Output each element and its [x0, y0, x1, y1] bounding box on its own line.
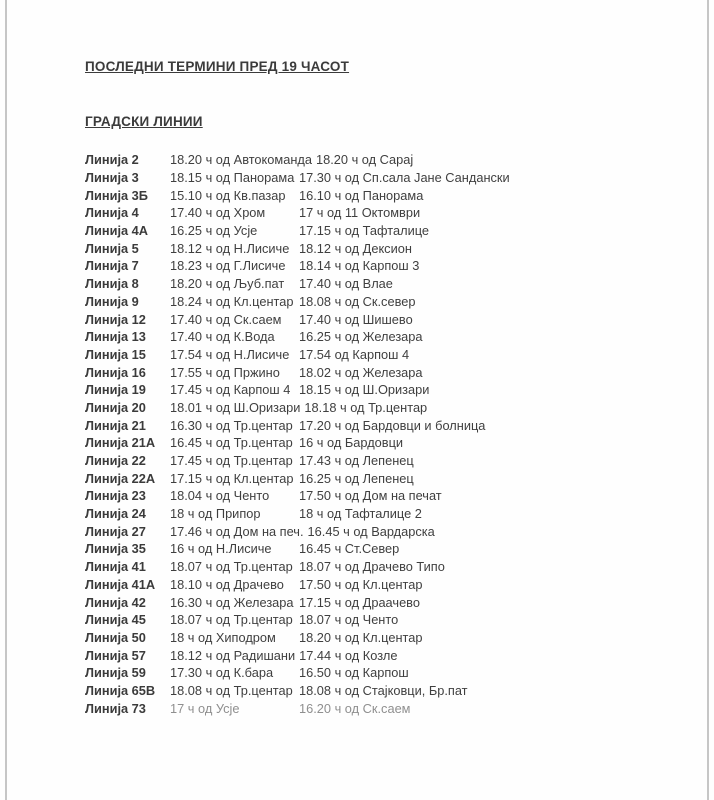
table-row	[85, 664, 694, 682]
first-departure: 16.25 ч од Усје	[170, 223, 258, 239]
first-departure: 18 ч од Припор	[170, 506, 261, 522]
first-departure: 18.20 ч од Автокоманда	[170, 152, 312, 168]
line-label: Линија 7	[85, 258, 139, 274]
second-departure: 17.15 ч од Тафталице	[299, 223, 430, 239]
page-edge-left	[5, 0, 7, 800]
second-departure: 17.40 ч од Влае	[299, 276, 393, 292]
table-row	[85, 169, 694, 187]
line-label: Линија 27	[85, 523, 146, 539]
line-label: Линија 23	[85, 488, 146, 504]
line-label: Линија 41А	[85, 576, 156, 592]
line-label: Линија 45	[85, 612, 146, 628]
table-row	[85, 487, 694, 505]
first-departure: 18.23 ч од Г.Лисиче	[170, 258, 286, 274]
first-departure: 18.12 ч од Н.Лисиче	[170, 240, 290, 256]
second-departure: 18.18 ч од Тр.центар	[304, 399, 428, 415]
page-title: ПОСЛЕДНИ ТЕРМИНИ ПРЕД 19 ЧАСОТ	[85, 59, 350, 74]
table-row	[85, 186, 694, 204]
first-departure: 17.30 ч од К.бара	[170, 665, 274, 681]
second-departure: 18 ч од Тафталице 2	[299, 506, 422, 522]
second-departure: 16 ч од Бардовци	[299, 435, 404, 451]
table-row	[85, 646, 694, 664]
line-label: Линија 16	[85, 364, 146, 380]
second-departure: 17.50 ч од Кл.центар	[299, 576, 423, 592]
line-label: Линија 19	[85, 382, 146, 398]
table-row	[85, 346, 694, 364]
first-departure: 18 ч од Хиподром	[170, 629, 276, 645]
line-label: Линија 65В	[85, 682, 156, 698]
table-row	[85, 593, 694, 611]
first-departure: 17.46 ч од Дом на печ.	[170, 523, 304, 539]
line-label: Линија 24	[85, 506, 146, 522]
table-row	[85, 257, 694, 275]
second-departure: 16.20 ч од Ск.саем	[299, 700, 411, 716]
first-departure: 17.40 ч од Ск.саем	[170, 311, 282, 327]
second-departure: 18.08 ч од Стајковци, Бр.пат	[299, 682, 468, 698]
line-label: Линија 3	[85, 170, 139, 186]
first-departure: 15.10 ч од Кв.пазар	[170, 187, 286, 203]
table-row	[85, 399, 694, 417]
line-label: Линија 12	[85, 311, 146, 327]
table-row	[85, 275, 694, 293]
first-departure: 18.12 ч од Радишани	[170, 647, 296, 663]
table-row	[85, 328, 694, 346]
second-departure: 18.07 ч од Драчево Типо	[299, 559, 445, 575]
line-label: Линија 35	[85, 541, 146, 557]
first-departure: 18.15 ч од Панорама	[170, 170, 295, 186]
table-row	[85, 293, 694, 311]
line-label: Линија 22А	[85, 470, 156, 486]
second-departure: 18.07 ч од Ченто	[299, 612, 399, 628]
line-label: Линија 59	[85, 665, 146, 681]
first-departure: 18.07 ч од Тр.центар	[170, 612, 293, 628]
first-departure: 18.20 ч од Љуб.пат	[170, 276, 285, 292]
second-departure: 16.45 ч Ст.Север	[299, 541, 400, 557]
line-label: Линија 50	[85, 629, 146, 645]
second-departure: 17.20 ч од Бардовци и болница	[299, 417, 486, 433]
line-label: Линија 21	[85, 417, 146, 433]
table-row	[85, 629, 694, 647]
line-label: Линија 8	[85, 276, 139, 292]
line-label: Линија 4А	[85, 223, 149, 239]
table-row	[85, 204, 694, 222]
first-departure: 16 ч од Н.Лисиче	[170, 541, 272, 557]
table-row	[85, 611, 694, 629]
first-departure: 16.30 ч од Железара	[170, 594, 294, 610]
second-departure: 17.30 ч од Сп.сала Јане Сандански	[299, 170, 510, 186]
first-departure: 17.45 ч од Тр.центар	[170, 453, 293, 469]
first-departure: 16.30 ч од Тр.центар	[170, 417, 293, 433]
second-departure: 16.25 ч од Лепенец	[299, 470, 414, 486]
second-departure: 16.25 ч од Железара	[299, 329, 423, 345]
table-row	[85, 558, 694, 576]
first-departure: 18.08 ч од Тр.центар	[170, 682, 293, 698]
table-row	[85, 151, 694, 169]
page-edge-right	[707, 0, 709, 800]
first-departure: 16.45 ч од Тр.центар	[170, 435, 293, 451]
first-departure: 17.40 ч од Хром	[170, 205, 266, 221]
table-row	[85, 505, 694, 523]
first-departure: 18.04 ч од Ченто	[170, 488, 270, 504]
first-departure: 18.10 ч од Драчево	[170, 576, 284, 592]
second-departure: 18.14 ч од Карпош 3	[299, 258, 420, 274]
line-label: Линија 2	[85, 152, 139, 168]
line-label: Линија 42	[85, 594, 146, 610]
table-row	[85, 452, 694, 470]
first-departure: 17.55 ч од Пржино	[170, 364, 280, 380]
document-content	[85, 58, 694, 717]
second-departure: 17.15 ч од Драачево	[299, 594, 420, 610]
first-departure: 17.54 ч од Н.Лисиче	[170, 346, 290, 362]
second-departure: 18.20 ч од Сарај	[315, 152, 414, 168]
second-departure: 18.12 ч од Дексион	[299, 240, 412, 256]
table-row	[85, 239, 694, 257]
second-departure: 17.50 ч од Дом на печат	[299, 488, 442, 504]
second-departure: 18.08 ч од Ск.север	[299, 293, 416, 309]
line-label: Линија 57	[85, 647, 146, 663]
line-label: Линија 73	[85, 700, 146, 716]
table-row	[85, 310, 694, 328]
line-label: Линија 21А	[85, 435, 156, 451]
first-departure: 18.01 ч од Ш.Оризари	[170, 399, 301, 415]
table-row	[85, 469, 694, 487]
second-departure: 18.15 ч од Ш.Оризари	[299, 382, 430, 398]
table-row	[85, 522, 694, 540]
line-label: Линија 13	[85, 329, 146, 345]
first-departure: 17.15 ч од Кл.центар	[170, 470, 294, 486]
first-departure: 17.40 ч од К.Вода	[170, 329, 275, 345]
second-departure: 17 ч од 11 Октомври	[299, 205, 421, 221]
table-row	[85, 699, 694, 717]
second-departure: 17.43 ч од Лепенец	[299, 453, 414, 469]
table-row	[85, 416, 694, 434]
second-departure: 16.45 ч од Вардарска	[307, 523, 435, 539]
bus-lines-table	[85, 151, 694, 717]
line-label: Линија 5	[85, 240, 139, 256]
table-row	[85, 434, 694, 452]
section-heading: ГРАДСКИ ЛИНИИ	[85, 114, 203, 129]
line-label: Линија 20	[85, 399, 146, 415]
second-departure: 16.50 ч од Карпош	[299, 665, 409, 681]
second-departure: 16.10 ч од Панорама	[299, 187, 424, 203]
first-departure: 18.24 ч од Кл.центар	[170, 293, 294, 309]
line-label: Линија 22	[85, 453, 146, 469]
second-departure: 17.54 од Карпош 4	[299, 346, 410, 362]
line-label: Линија 9	[85, 293, 139, 309]
second-departure: 18.02 ч од Железара	[299, 364, 423, 380]
table-row	[85, 363, 694, 381]
line-label: Линија 3Б	[85, 187, 148, 203]
second-departure: 17.40 ч од Шишево	[299, 311, 413, 327]
first-departure: 17.45 ч од Карпош 4	[170, 382, 291, 398]
second-departure: 18.20 ч од Кл.центар	[299, 629, 423, 645]
line-label: Линија 15	[85, 346, 146, 362]
line-label: Линија 41	[85, 559, 146, 575]
table-row	[85, 576, 694, 594]
first-departure: 17 ч од Усје	[170, 700, 240, 716]
second-departure: 17.44 ч од Козле	[299, 647, 398, 663]
table-row	[85, 682, 694, 700]
table-row	[85, 381, 694, 399]
table-row	[85, 222, 694, 240]
table-row	[85, 540, 694, 558]
line-label: Линија 4	[85, 205, 139, 221]
first-departure: 18.07 ч од Тр.центар	[170, 559, 293, 575]
